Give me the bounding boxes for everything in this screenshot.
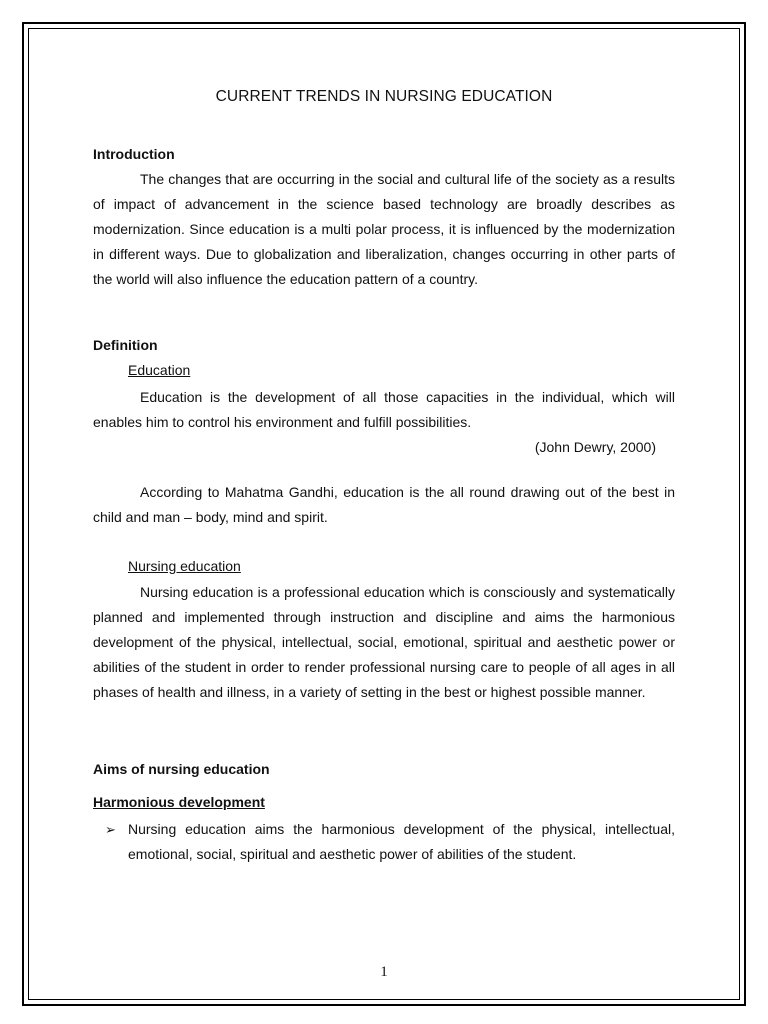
list-item — [105, 817, 675, 867]
bullet-text: Nursing education aims the harmonious development of the physical, intellectual, emotional, social, spiritual and aesthetic power of abilities of the student. — [128, 821, 675, 862]
education-citation: (John Dewry, 2000) — [534, 439, 656, 455]
nursing-education-subheading: Nursing education — [128, 558, 241, 574]
education-definition-paragraph: Education is the development of all those capacities in the individual, which will enables him to control his environment and fulfill possibilities. — [93, 389, 675, 430]
page-number: 1 — [380, 964, 388, 980]
definition-heading: Definition — [93, 337, 158, 353]
gandhi-paragraph: According to Mahatma Gandhi, education is the all round drawing out of the best in child and man – body, mind and spirit. — [93, 484, 675, 525]
introduction-heading: Introduction — [93, 146, 175, 162]
arrow-bullet-icon: ➢ — [105, 822, 116, 837]
introduction-paragraph: The changes that are occurring in the social and cultural life of the society as a results of impact of advancement in the science based technology are broadly describes as modernization. Since education is a multi polar process, it is influenced by the modernization in different ways. Due to globalization and liberalization, changes occurring in other parts of the world will also influence the education pattern of a country. — [93, 171, 675, 287]
education-subheading: Education — [128, 362, 191, 378]
nursing-education-paragraph: Nursing education is a professional education which is consciously and systematically planned and implemented through instruction and discipline and aims the harmonious development of the physical, intellectual, social, emotional, spiritual and aesthetic power or abilities of the student in order to render professional nursing care to people of all ages in all phases of health and illness, in a variety of setting in the best or highest possible manner. — [93, 584, 675, 700]
document-title: CURRENT TRENDS IN NURSING EDUCATION — [215, 88, 553, 105]
aims-heading: Aims of nursing education — [93, 761, 270, 777]
harmonious-development-subheading: Harmonious development — [93, 794, 265, 810]
